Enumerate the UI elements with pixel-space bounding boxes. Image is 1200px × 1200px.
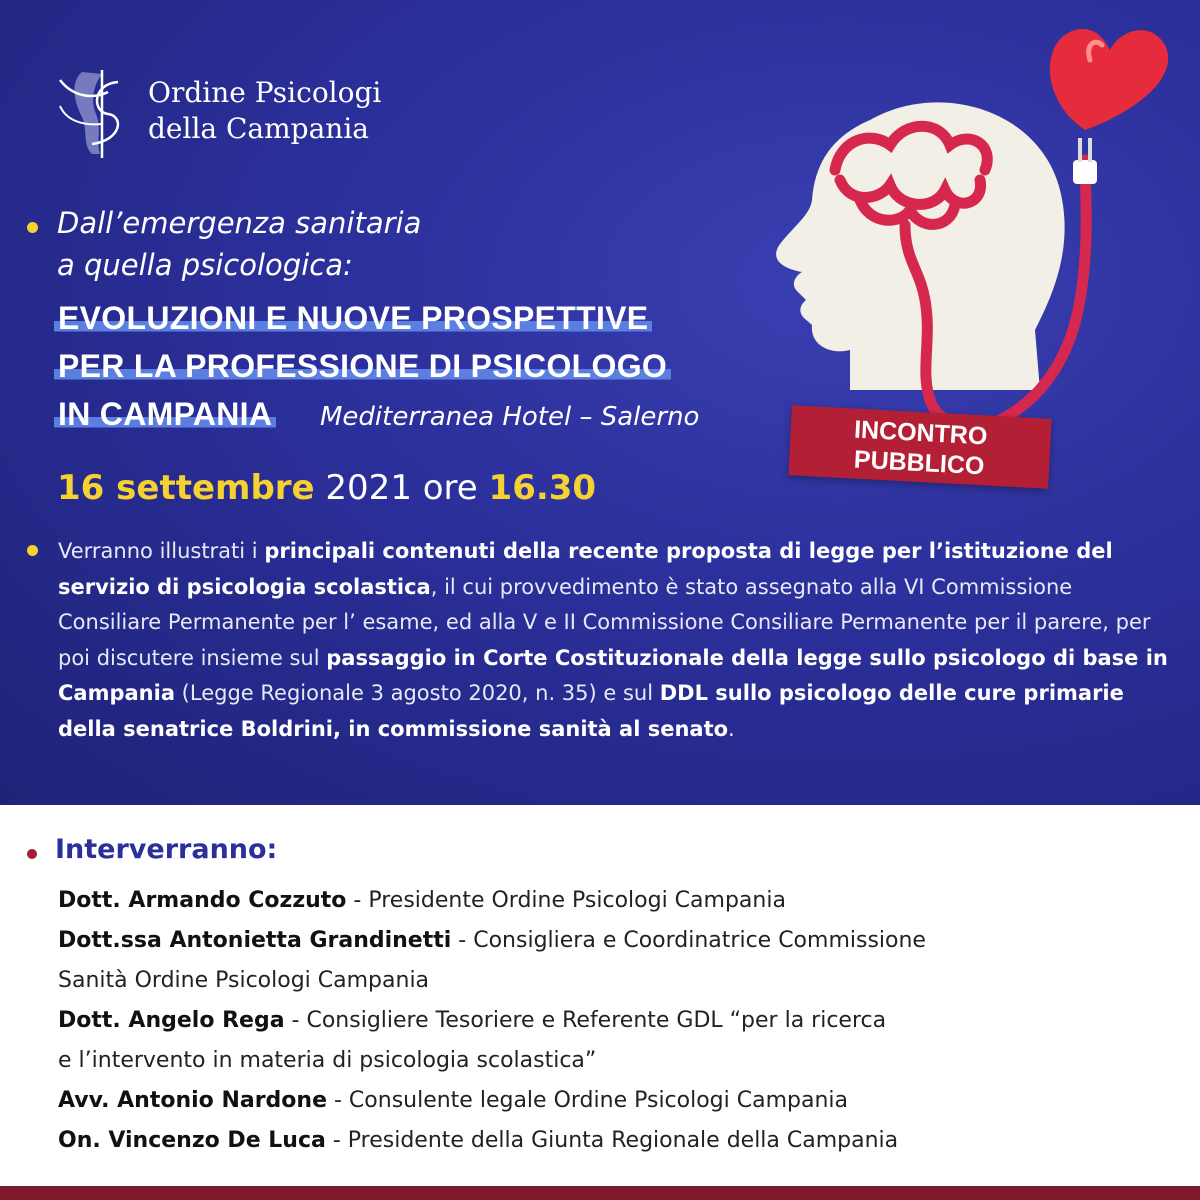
speaker-row [58,1081,926,1121]
speaker-name: Dott. Angelo Rega [58,1008,285,1033]
speaker-row [58,921,926,961]
desc-part2: , il cui provvedimento è stato assegnato alla VI Commissione Consiliare Permanente per l’ esame, ed alla V e II Commissione Consiliare Permanente per il parere, per poi discutere insieme sul [58,574,1151,670]
speaker-row [58,1001,926,1041]
speaker-role: - Presidente della Giunta Regionale della Campania [325,1128,899,1153]
speaker-name: Avv. Antonio Nardone [58,1088,327,1113]
headline-title-line2 [54,348,671,385]
speaker-role: - Consigliere Tesoriere e Referente GDL “per la ricerca [284,1008,887,1033]
red-bullet [27,849,37,859]
headline-title-line2-text: PER LA PROFESSIONE DI PSICOLOGO [54,348,671,384]
speaker-name: Dott.ssa Antonietta Grandinetti [58,928,452,953]
venue-text: Mediterranea Hotel – Salerno [320,402,700,432]
speaker-role-continued: Sanità Ordine Psicologi Campania [58,968,430,993]
date-day-month: 16 settembre [57,468,315,508]
speaker-name: Dott. Armando Cozzuto [58,888,347,913]
desc-part3: (Legge Regionale 3 agosto 2020, n. 35) e sul [175,681,660,706]
headline-title-line1-text: EVOLUZIONI E NUOVE PROSPETTIVE [54,300,652,336]
badge-line1: INCONTRO [853,415,989,451]
headline-title-line1 [54,300,652,337]
desc-bold1: principali contenuti della recente proposta di legge per l’istituzione del servizio di psicologia scolastica [58,539,1113,599]
logo-text-line2: della Campania [148,112,369,145]
speaker-role: - Consulente legale Ordine Psicologi Campania [327,1088,849,1113]
date-time: 16.30 [488,468,597,508]
organization-logo [52,62,382,162]
yellow-bullet-2 [27,545,38,556]
psi-logo-icon [52,62,144,162]
event-description [58,534,1178,748]
yellow-bullet-1 [27,222,38,233]
headline-title-line3 [54,396,276,433]
speaker-role: - Consigliera e Coordinatrice Commissione [451,928,926,953]
speaker-row [58,1121,926,1161]
speaker-row [58,881,926,921]
intro-line2: a quella psicologica: [57,248,353,282]
logo-text-line1: Ordine Psicologi [148,76,382,109]
desc-part4: . [728,716,735,741]
desc-bold3: DDL sullo psicologo delle cure primarie della senatrice Boldrini, in commissione sanità al senato [58,681,1124,741]
badge-line2: PUBBLICO [853,445,986,481]
desc-bold2: passaggio in Corte Costituzionale della legge sullo psicologo di base in Campania [58,645,1168,706]
intro-line1: Dall’emergenza sanitaria [57,206,422,240]
date-year-ore: 2021 ore [325,468,478,508]
speaker-role: - Presidente Ordine Psicologi Campania [346,888,786,913]
headline-title-line3-text: IN CAMPANIA [54,396,276,432]
event-date [57,468,596,508]
footer-bar [0,1186,1200,1200]
desc-part1: Verranno illustrati i [58,539,265,563]
speakers-list [58,881,926,1161]
public-meeting-badge [788,405,1051,489]
speaker-role-continued: e l’intervento in materia di psicologia scolastica” [58,1048,597,1073]
speakers-title: Interverranno: [55,834,278,865]
speaker-name: On. Vincenzo De Luca [58,1128,326,1153]
